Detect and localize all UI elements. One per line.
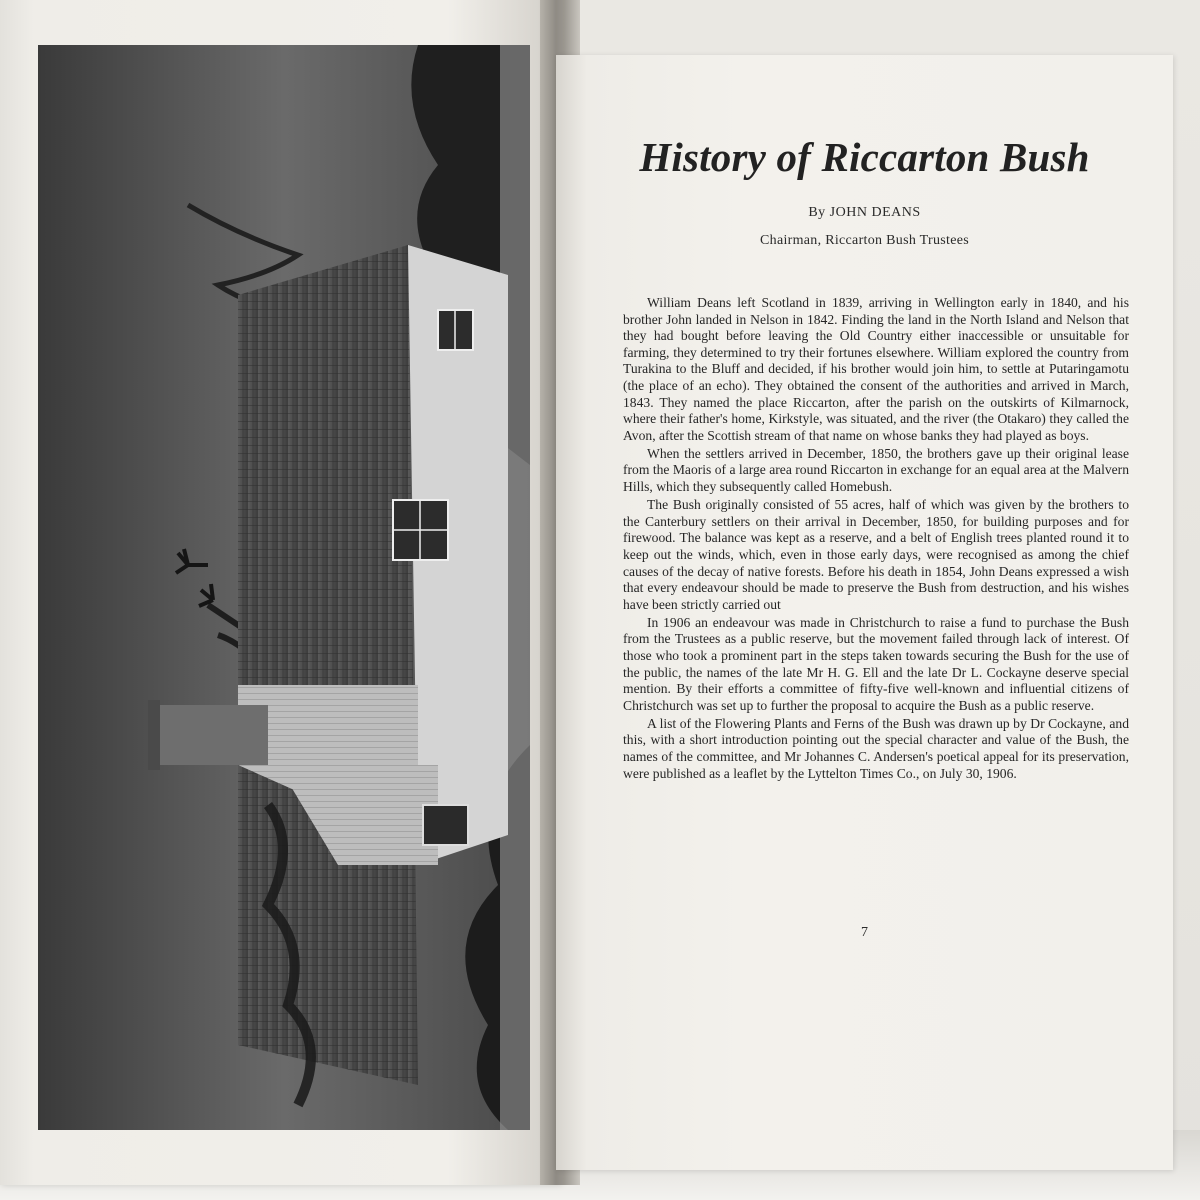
cottage-photo-graphic: [38, 45, 530, 1130]
right-page: [556, 55, 1173, 1170]
paragraph: A list of the Flowering Plants and Ferns of the Bush was drawn up by Dr Cockayne, and this, with a short introduction pointing out the special character and value of the Bush, the names of the committee, and Mr Johannes C. Andersen's poetical appeal for its preservation, were published as a leaflet by the Lyttelton Times Co., on July 30, 1906.: [623, 715, 1129, 781]
page-number: 7: [861, 925, 868, 940]
left-page: [0, 0, 560, 1185]
cottage-photograph: [38, 45, 530, 1130]
paragraph: The Bush originally consisted of 55 acres, half of which was given by the brothers to the Canterbury settlers on their arrival in December, 1850, for building purposes and for firewood. The balance was kept as a reserve, and a belt of English trees planted round it to keep out the winds, which, even in those early days, were recognised as among the chief causes of the decay of native forests. Before his death in 1854, John Deans expressed a wish that every endeavour should be made to preserve the Bush from destruction, and his wishes have been strictly carried out: [623, 497, 1129, 612]
paragraph: When the settlers arrived in December, 1850, the brothers gave up their original lease from the Maoris of a large area round Riccarton in exchange for an equal area at the Malvern Hills, which they subsequently called Homebush.: [623, 445, 1129, 495]
paragraph: William Deans left Scotland in 1839, arriving in Wellington early in 1840, and his brother John landed in Nelson in 1842. Finding the land in the North Island and Nelson that they had bought before leaving the Old Country either inaccessible or unsuitable for farming, they determined to try their fortunes elsewhere. William explored the country from Turakina to the Bluff and decided, if his brother would join him, to settle at Putaringamotu (the place of an echo). They obtained the consent of the authorities and arrived in March, 1843. They named the place Riccarton, after the parish on the outskirts of Kilmarnock, where their father's home, Kirkstyle, was situated, and the river (the Otakaro) they called the Avon, after the Scottish stream of that name on whose banks they had played as boys.: [623, 295, 1129, 443]
author-affiliation: Chairman, Riccarton Bush Trustees: [760, 233, 969, 248]
article-byline: By JOHN DEANS: [808, 205, 921, 220]
article-title: History of Riccarton Bush: [639, 134, 1090, 180]
article-body: [623, 295, 1129, 784]
paragraph: In 1906 an endeavour was made in Christchurch to raise a fund to purchase the Bush from the Trustees as a public reserve, but the movement failed through lack of interest. Of those who took a prominent part in the steps taken towards securing the Bush for the use of the public, the names of the late Mr H. G. Ell and the late Dr L. Cockayne deserve special mention. By their efforts a committee of fifty-five well-known and influential citizens of Christchurch was set up to further the proposal to acquire the Bush as a public reserve.: [623, 614, 1129, 713]
